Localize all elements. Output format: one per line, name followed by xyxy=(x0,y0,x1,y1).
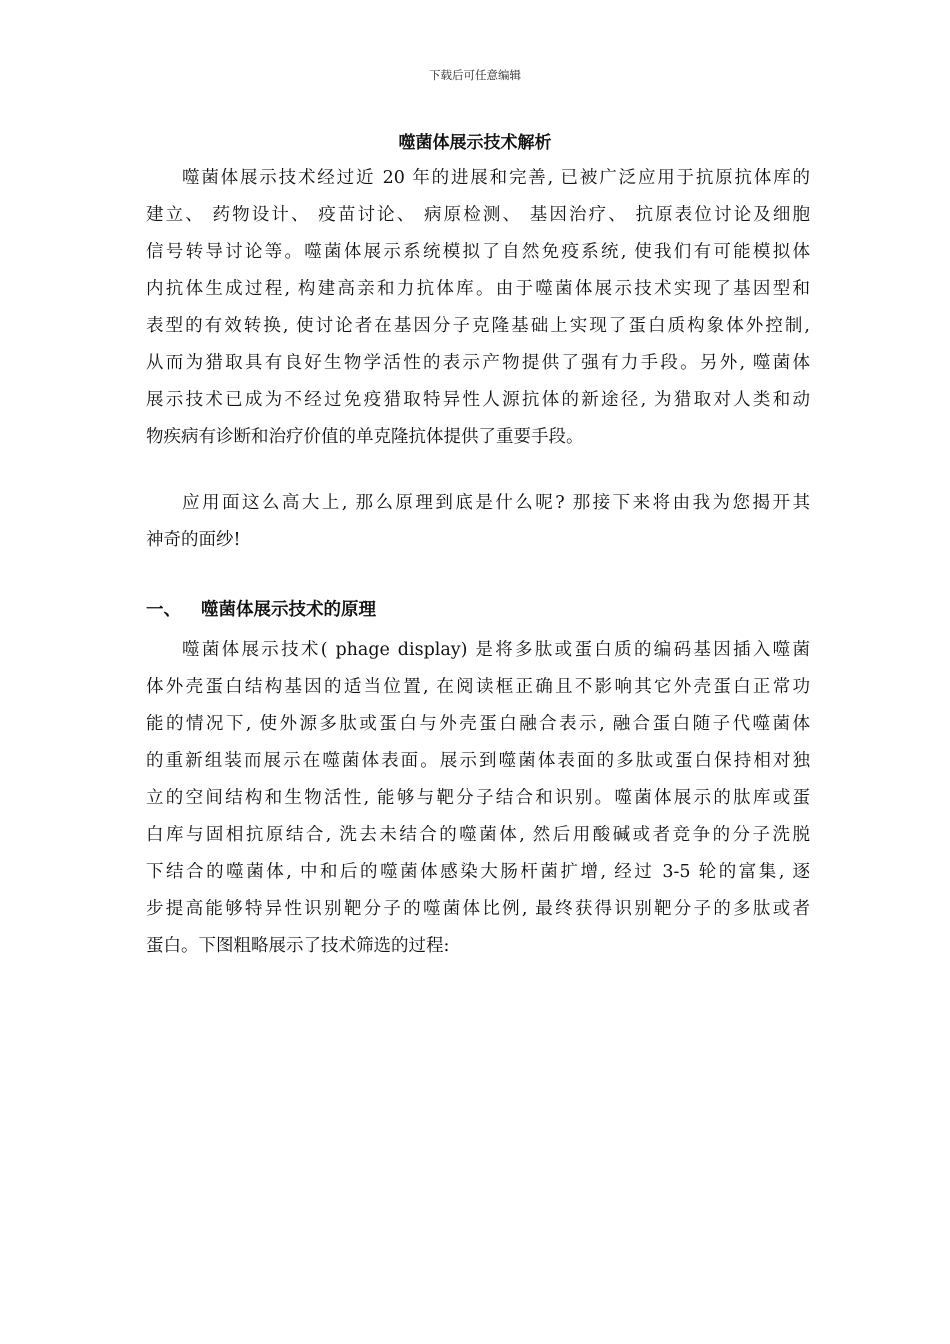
paragraph-line: 噬菌体展示技术经过近 20 年的进展和完善, 已被广泛应用于抗原抗体库的 xyxy=(182,168,810,188)
paragraph-line: 蛋白。下图粗略展示了技术筛选的过程: xyxy=(146,936,450,956)
paragraph-line: 白库与固相抗原结合, 洗去未结合的噬菌体, 然后用酸碱或者竞争的分子洗脱 xyxy=(146,825,810,845)
paragraph-line: 内抗体生成过程, 构建高亲和力抗体库。由于噬菌体展示技术实现了基因型和 xyxy=(146,279,810,299)
paragraph-line: 步提高能够特异性识别靶分子的噬菌体比例, 最终获得识别靶分子的多肽或者 xyxy=(146,899,810,919)
paragraph-line: 建立、 药物设计、 疫苗讨论、 病原检测、 基因治疗、 抗原表位讨论及细胞 xyxy=(146,205,810,225)
paragraph-line: 能的情况下, 使外源多肽或蛋白与外壳蛋白融合表示, 融合蛋白随子代噬菌体 xyxy=(146,714,810,734)
paragraph-line: 噬菌体展示技术( phage display) 是将多肽或蛋白质的编码基因插入噬菌 xyxy=(182,640,810,660)
section-heading xyxy=(146,596,376,624)
question-paragraph xyxy=(146,485,810,559)
paragraph-line: 信号转导讨论等。噬菌体展示系统模拟了自然免疫系统, 使我们有可能模拟体 xyxy=(146,242,810,262)
header-note: 下载后可任意编辑 xyxy=(429,68,521,82)
paragraph-line: 体外壳蛋白结构基因的适当位置, 在阅读框正确且不影响其它外壳蛋白正常功 xyxy=(146,677,810,697)
paragraph-line: 展示技术已成为不经过免疫猎取特异性人源抗体的新途径, 为猎取对人类和动 xyxy=(146,390,810,410)
section-number: 一、 xyxy=(146,600,181,620)
paragraph-line: 下结合的噬菌体, 中和后的噬菌体感染大肠杆菌扩增, 经过 3-5 轮的富集, 逐 xyxy=(146,862,810,882)
section-title: 噬菌体展示技术的原理 xyxy=(201,600,376,620)
paragraph-line: 神奇的面纱! xyxy=(146,530,241,550)
paragraph-line: 从而为猎取具有良好生物学活性的表示产物提供了强有力手段。另外, 噬菌体 xyxy=(146,353,810,373)
paragraph-line: 应用面这么高大上, 那么原理到底是什么呢? 那接下来将由我为您揭开其 xyxy=(182,493,810,513)
paragraph-line: 表型的有效转换, 使讨论者在基因分子克隆基础上实现了蛋白质构象体外控制, xyxy=(146,316,810,336)
paragraph-line: 物疾病有诊断和治疗价值的单克隆抗体提供了重要手段。 xyxy=(146,427,584,447)
intro-paragraph xyxy=(146,160,810,456)
document-title: 噬菌体展示技术解析 xyxy=(398,133,552,153)
paragraph-line: 立的空间结构和生物活性, 能够与靶分子结合和识别。噬菌体展示的肽库或蛋 xyxy=(146,788,810,808)
paragraph-line: 的重新组装而展示在噬菌体表面。展示到噬菌体表面的多肽或蛋白保持相对独 xyxy=(146,751,810,771)
section-paragraph xyxy=(146,632,810,965)
